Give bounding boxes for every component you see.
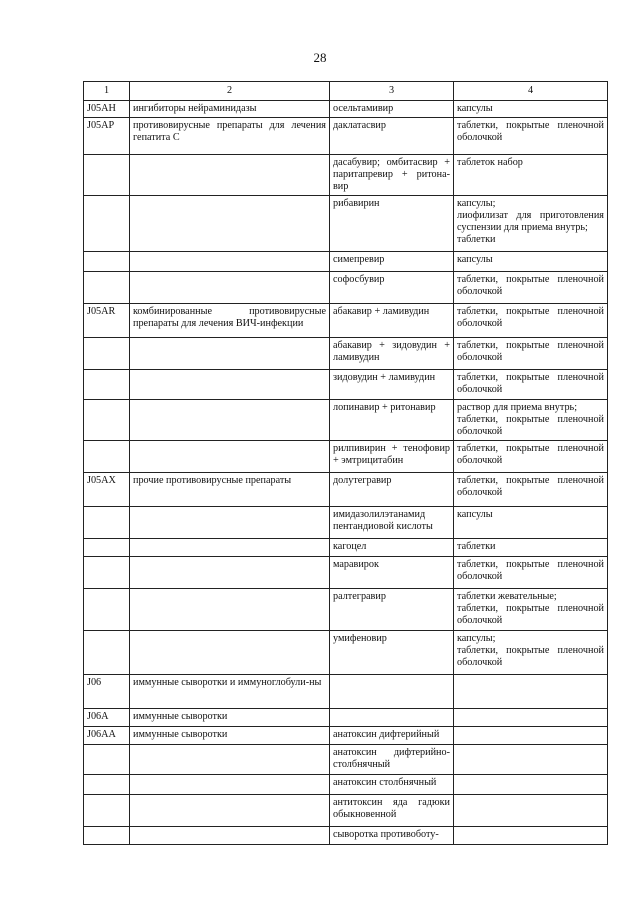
table-row	[84, 272, 608, 304]
code-cell: J06AA	[84, 727, 130, 745]
group-cell: комбинированные противовирусные препараты для лечения ВИЧ-инфекции	[130, 304, 330, 338]
form-cell: таблеток набор	[454, 155, 608, 196]
form-cell	[454, 727, 608, 745]
group-cell	[130, 589, 330, 631]
drug-cell: рибавирин	[330, 196, 454, 252]
form-cell: таблетки	[454, 539, 608, 557]
code-cell	[84, 589, 130, 631]
table-row	[84, 727, 608, 745]
group-cell	[130, 631, 330, 675]
column-header: 4	[454, 82, 608, 101]
drug-cell: сыворотка противоботу-	[330, 827, 454, 845]
group-cell	[130, 827, 330, 845]
drug-cell: ралтегравир	[330, 589, 454, 631]
group-cell	[130, 370, 330, 400]
drug-cell: абакавир + зидовудин + ламивудин	[330, 338, 454, 370]
form-cell	[454, 745, 608, 775]
code-cell	[84, 441, 130, 473]
group-cell: ингибиторы нейраминидазы	[130, 101, 330, 118]
group-cell	[130, 775, 330, 795]
form-cell: капсулы; лиофилизат для приготовления суспензии для приема внутрь; таблетки	[454, 196, 608, 252]
code-cell	[84, 507, 130, 539]
form-cell: капсулы; таблетки, покрытые пленочной оболочкой	[454, 631, 608, 675]
table-row	[84, 400, 608, 441]
group-cell	[130, 252, 330, 272]
code-cell: J05AH	[84, 101, 130, 118]
form-cell: таблетки, покрытые пленочной оболочкой	[454, 441, 608, 473]
code-cell	[84, 631, 130, 675]
group-cell	[130, 539, 330, 557]
table-row	[84, 557, 608, 589]
drug-cell	[330, 675, 454, 709]
drug-cell: анатоксин дифтерийный	[330, 727, 454, 745]
table-row	[84, 745, 608, 775]
code-cell: J05AX	[84, 473, 130, 507]
code-cell	[84, 775, 130, 795]
form-cell: таблетки, покрытые пленочной оболочкой	[454, 118, 608, 155]
form-cell: таблетки, покрытые пленочной оболочкой	[454, 370, 608, 400]
table-header-row	[84, 82, 608, 101]
code-cell: J06	[84, 675, 130, 709]
drug-cell: симепревир	[330, 252, 454, 272]
code-cell	[84, 338, 130, 370]
group-cell	[130, 557, 330, 589]
code-cell	[84, 795, 130, 827]
drug-cell: абакавир + ламивудин	[330, 304, 454, 338]
form-cell	[454, 775, 608, 795]
column-header: 1	[84, 82, 130, 101]
code-cell	[84, 252, 130, 272]
drug-cell: анатоксин дифтерийно-столбнячный	[330, 745, 454, 775]
group-cell	[130, 745, 330, 775]
table-row	[84, 775, 608, 795]
group-cell: противовирусные препараты для лечения гепатита С	[130, 118, 330, 155]
table-row	[84, 252, 608, 272]
table-row	[84, 709, 608, 727]
group-cell	[130, 795, 330, 827]
drug-cell: лопинавир + ритонавир	[330, 400, 454, 441]
code-cell: J05AP	[84, 118, 130, 155]
form-cell	[454, 709, 608, 727]
drug-cell: дасабувир; омбитасвир + паритапревир + ритона-вир	[330, 155, 454, 196]
group-cell	[130, 507, 330, 539]
form-cell: капсулы	[454, 252, 608, 272]
form-cell	[454, 795, 608, 827]
group-cell: прочие противовирусные препараты	[130, 473, 330, 507]
code-cell	[84, 745, 130, 775]
group-cell	[130, 155, 330, 196]
form-cell	[454, 827, 608, 845]
code-cell	[84, 155, 130, 196]
group-cell	[130, 441, 330, 473]
table-row	[84, 155, 608, 196]
drug-cell: антитоксин яда гадюки обыкновенной	[330, 795, 454, 827]
form-cell: таблетки, покрытые пленочной оболочкой	[454, 272, 608, 304]
form-cell: капсулы	[454, 507, 608, 539]
table-row	[84, 795, 608, 827]
form-cell: таблетки жевательные; таблетки, покрытые пленочной оболочкой	[454, 589, 608, 631]
group-cell: иммунные сыворотки	[130, 709, 330, 727]
group-cell	[130, 272, 330, 304]
table-row	[84, 827, 608, 845]
drug-cell: даклатасвир	[330, 118, 454, 155]
code-cell	[84, 370, 130, 400]
code-cell	[84, 400, 130, 441]
table-row	[84, 370, 608, 400]
code-cell	[84, 539, 130, 557]
drug-list-table	[83, 81, 608, 845]
form-cell: таблетки, покрытые пленочной оболочкой	[454, 557, 608, 589]
code-cell	[84, 196, 130, 252]
form-cell: таблетки, покрытые пленочной оболочкой	[454, 338, 608, 370]
group-cell	[130, 400, 330, 441]
table-row	[84, 101, 608, 118]
drug-cell: зидовудин + ламивудин	[330, 370, 454, 400]
table-row	[84, 338, 608, 370]
code-cell: J06A	[84, 709, 130, 727]
drug-cell: долутегравир	[330, 473, 454, 507]
code-cell	[84, 557, 130, 589]
drug-cell: осельтамивир	[330, 101, 454, 118]
form-cell: таблетки, покрытые пленочной оболочкой	[454, 304, 608, 338]
code-cell	[84, 827, 130, 845]
form-cell: капсулы	[454, 101, 608, 118]
table-row	[84, 196, 608, 252]
form-cell: раствор для приема внутрь; таблетки, покрытые пленочной оболочкой	[454, 400, 608, 441]
table-row	[84, 589, 608, 631]
drug-cell: рилпивирин + тенофовир + эмтрицитабин	[330, 441, 454, 473]
page-number: 28	[313, 50, 327, 65]
table-row	[84, 473, 608, 507]
drug-cell: умифеновир	[330, 631, 454, 675]
form-cell	[454, 675, 608, 709]
drug-cell: анатоксин столбнячный	[330, 775, 454, 795]
drug-cell: имидазолилэтанамид пентандиовой кислоты	[330, 507, 454, 539]
table-row	[84, 304, 608, 338]
table-row	[84, 539, 608, 557]
form-cell: таблетки, покрытые пленочной оболочкой	[454, 473, 608, 507]
group-cell: иммунные сыворотки	[130, 727, 330, 745]
group-cell	[130, 338, 330, 370]
drug-cell	[330, 709, 454, 727]
group-cell: иммунные сыворотки и иммуноглобули-ны	[130, 675, 330, 709]
table-row	[84, 441, 608, 473]
column-header: 2	[130, 82, 330, 101]
code-cell: J05AR	[84, 304, 130, 338]
table-row	[84, 675, 608, 709]
table-row	[84, 631, 608, 675]
code-cell	[84, 272, 130, 304]
drug-cell: софосбувир	[330, 272, 454, 304]
drug-cell: маравирок	[330, 557, 454, 589]
group-cell	[130, 196, 330, 252]
table-row	[84, 118, 608, 155]
column-header: 3	[330, 82, 454, 101]
drug-cell: кагоцел	[330, 539, 454, 557]
table-row	[84, 507, 608, 539]
